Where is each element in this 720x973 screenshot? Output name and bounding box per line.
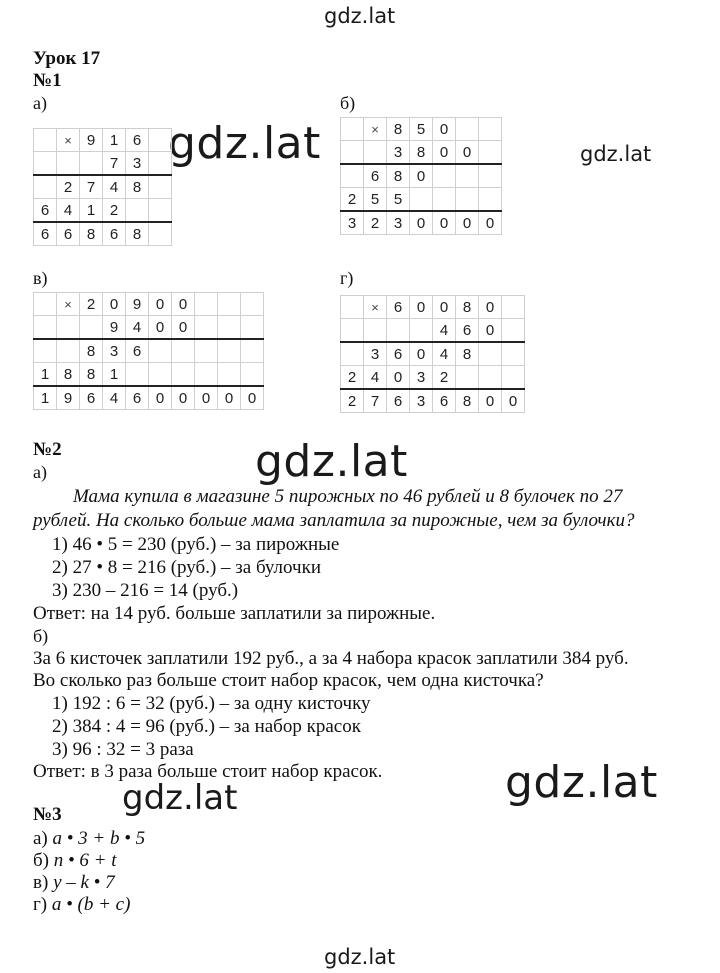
task2-a-step-2: 2) 27 • 8 = 216 (руб.) – за булочки (52, 557, 322, 578)
grid-cell (218, 339, 241, 363)
grid-cell: 4 (103, 386, 126, 410)
grid-row (34, 199, 172, 223)
grid-cell: 6 (126, 386, 149, 410)
grid-cell: 2 (103, 199, 126, 223)
multiplication-grid-table (340, 117, 502, 235)
grid-cell (34, 152, 57, 176)
grid-cell (341, 296, 364, 319)
grid-cell: 6 (387, 342, 410, 366)
grid-cell (456, 188, 479, 212)
grid-cell (34, 175, 57, 199)
watermark-large-3: gdz.lat (505, 757, 658, 808)
grid-cell (387, 319, 410, 343)
grid-row (34, 363, 264, 387)
grid-cell (479, 342, 502, 366)
task3-item-g-expr: a • (b + c) (51, 894, 131, 915)
task3-item-v-label: в) (33, 872, 54, 893)
grid-cell (149, 363, 172, 387)
grid-cell: 9 (57, 386, 80, 410)
grid-cell (149, 129, 172, 152)
multiply-sign: × (364, 118, 387, 141)
grid-cell: 8 (80, 363, 103, 387)
grid-cell (34, 339, 57, 363)
grid-cell: 3 (364, 342, 387, 366)
grid-cell (195, 363, 218, 387)
grid-cell: 8 (126, 175, 149, 199)
grid-row (341, 319, 525, 343)
grid-cell: 6 (126, 339, 149, 363)
grid-cell (433, 188, 456, 212)
grid-cell: 0 (241, 386, 264, 410)
grid-cell: 0 (410, 211, 433, 235)
grid-cell (241, 293, 264, 316)
task3-item-g-label: г) (33, 894, 52, 915)
grid-row (34, 129, 172, 152)
grid-cell: 2 (341, 188, 364, 212)
task2-a-step-3: 3) 230 – 216 = 14 (руб.) (52, 580, 239, 601)
grid-cell: 0 (479, 296, 502, 319)
grid-cell (149, 175, 172, 199)
multiplication-grid-table (33, 292, 264, 410)
grid-cell: 7 (364, 389, 387, 413)
grid-cell (218, 293, 241, 316)
task1-part-v-label: в) (33, 268, 48, 288)
grid-cell: 1 (34, 386, 57, 410)
task3-item-b-label: б) (33, 850, 54, 871)
grid-cell: 8 (126, 222, 149, 246)
grid-row (341, 188, 502, 212)
grid-cell (172, 363, 195, 387)
grid-cell: 5 (410, 118, 433, 141)
grid-cell (149, 152, 172, 176)
grid-cell: 8 (80, 339, 103, 363)
grid-cell (195, 293, 218, 316)
grid-cell (126, 199, 149, 223)
grid-g (340, 295, 525, 413)
multiply-sign: × (57, 129, 80, 152)
grid-cell (341, 342, 364, 366)
grid-cell (34, 316, 57, 340)
grid-cell: 3 (410, 366, 433, 390)
grid-cell: 1 (103, 129, 126, 152)
grid-cell: 0 (479, 211, 502, 235)
grid-cell: 0 (479, 389, 502, 413)
grid-cell (479, 164, 502, 188)
grid-row (34, 316, 264, 340)
grid-row (34, 339, 264, 363)
grid-cell: 6 (34, 199, 57, 223)
multiply-sign: × (364, 296, 387, 319)
watermark-large-1: gdz.lat (168, 118, 321, 169)
task2-part-a-label: а) (33, 462, 47, 482)
grid-cell: 4 (364, 366, 387, 390)
grid-cell (479, 118, 502, 141)
grid-cell (57, 339, 80, 363)
grid-cell (172, 339, 195, 363)
grid-cell (80, 316, 103, 340)
task2-b-problem-line1: За 6 кисточек заплатили 192 руб., а за 4 набора красок заплатили 384 руб. (33, 648, 629, 669)
grid-cell (433, 164, 456, 188)
grid-v (33, 292, 264, 410)
grid-cell (57, 316, 80, 340)
grid-cell: 0 (410, 164, 433, 188)
task2-a-step-1: 1) 46 • 5 = 230 (руб.) – за пирожные (52, 534, 340, 555)
grid-row (341, 164, 502, 188)
grid-cell (456, 118, 479, 141)
multiplication-grid-table (340, 295, 525, 413)
grid-cell (218, 363, 241, 387)
grid-cell: 0 (410, 296, 433, 319)
grid-row (341, 211, 502, 235)
grid-cell (502, 296, 525, 319)
grid-row (34, 175, 172, 199)
grid-cell: 9 (126, 293, 149, 316)
task3-item-b-expr: n • 6 + t (53, 850, 117, 871)
grid-cell (456, 366, 479, 390)
grid-cell (126, 363, 149, 387)
grid-cell (364, 141, 387, 165)
grid-cell: 0 (172, 386, 195, 410)
grid-cell: 3 (387, 211, 410, 235)
grid-row (34, 222, 172, 246)
multiplication-grid-table (33, 128, 172, 246)
grid-cell: 1 (103, 363, 126, 387)
grid-cell: 6 (387, 389, 410, 413)
grid-cell (341, 164, 364, 188)
grid-cell: 0 (172, 316, 195, 340)
grid-cell: 6 (126, 129, 149, 152)
watermark-large-2: gdz.lat (255, 436, 408, 487)
task3-item-a-expr: a • 3 + b • 5 (52, 828, 146, 849)
grid-cell: 4 (126, 316, 149, 340)
task2-heading: №2 (33, 439, 62, 460)
task3-heading: №3 (33, 804, 62, 825)
grid-cell: 3 (341, 211, 364, 235)
grid-cell: 3 (126, 152, 149, 176)
task2-b-problem-line2: Во сколько раз больше стоит набор красок, чем одна кисточка? (33, 670, 544, 691)
grid-cell (502, 366, 525, 390)
grid-cell: 3 (387, 141, 410, 165)
grid-cell: 0 (149, 293, 172, 316)
grid-cell: 6 (103, 222, 126, 246)
grid-cell (57, 152, 80, 176)
grid-cell: 0 (149, 316, 172, 340)
task2-b-step-3: 3) 96 : 32 = 3 раза (52, 739, 194, 760)
grid-cell (80, 152, 103, 176)
grid-cell: 0 (172, 293, 195, 316)
task3-item-v-expr: y – k • 7 (53, 872, 115, 893)
grid-cell: 0 (433, 141, 456, 165)
grid-cell: 6 (456, 319, 479, 343)
grid-row (341, 296, 525, 319)
task2-b-answer: Ответ: в 3 раза больше стоит набор красок. (33, 761, 383, 782)
grid-cell: 6 (57, 222, 80, 246)
grid-cell: 1 (80, 199, 103, 223)
grid-cell (479, 188, 502, 212)
grid-cell (410, 188, 433, 212)
grid-row (341, 389, 525, 413)
watermark-medium: gdz.lat (122, 778, 238, 818)
watermark-top: gdz.lat (324, 4, 396, 28)
grid-cell: 8 (456, 342, 479, 366)
grid-cell: 8 (57, 363, 80, 387)
grid-cell: 4 (433, 342, 456, 366)
grid-cell (149, 222, 172, 246)
task2-a-answer: Ответ: на 14 руб. больше заплатили за пирожные. (33, 603, 436, 624)
grid-cell (34, 293, 57, 316)
grid-cell: 0 (433, 296, 456, 319)
multiply-sign: × (57, 293, 80, 316)
grid-cell: 8 (387, 118, 410, 141)
task1-part-b-label: б) (340, 93, 356, 113)
grid-cell: 6 (433, 389, 456, 413)
task2-b-step-2: 2) 384 : 4 = 96 (руб.) – за набор красок (52, 716, 361, 737)
grid-cell: 5 (387, 188, 410, 212)
grid-cell: 8 (456, 389, 479, 413)
task1-heading: №1 (33, 70, 62, 91)
grid-cell: 9 (103, 316, 126, 340)
grid-cell (195, 339, 218, 363)
grid-cell (34, 129, 57, 152)
watermark-bottom: gdz.lat (324, 945, 396, 969)
grid-cell (456, 164, 479, 188)
grid-cell (364, 319, 387, 343)
grid-cell: 8 (410, 141, 433, 165)
grid-row (341, 366, 525, 390)
grid-cell: 0 (410, 342, 433, 366)
grid-cell: 7 (103, 152, 126, 176)
grid-cell: 8 (456, 296, 479, 319)
grid-cell (479, 141, 502, 165)
task3-item-b (33, 850, 117, 872)
grid-cell (502, 319, 525, 343)
task1-part-g-label: г) (340, 268, 354, 288)
grid-cell: 8 (80, 222, 103, 246)
grid-a (33, 128, 172, 246)
grid-cell: 0 (218, 386, 241, 410)
task3-item-a-label: а) (33, 828, 53, 849)
grid-cell: 1 (34, 363, 57, 387)
task3-item-v (33, 872, 115, 894)
grid-cell: 3 (103, 339, 126, 363)
grid-cell: 3 (410, 389, 433, 413)
grid-cell: 0 (195, 386, 218, 410)
lesson-title: Урок 17 (33, 48, 101, 69)
grid-row (341, 118, 502, 141)
task3-item-g (33, 894, 130, 916)
grid-cell (341, 319, 364, 343)
grid-cell: 4 (103, 175, 126, 199)
grid-cell: 0 (103, 293, 126, 316)
grid-cell: 0 (456, 211, 479, 235)
grid-b (340, 117, 502, 235)
grid-cell (479, 366, 502, 390)
task2-b-step-1: 1) 192 : 6 = 32 (руб.) – за одну кисточку (52, 693, 371, 714)
grid-cell (341, 141, 364, 165)
grid-cell (195, 316, 218, 340)
grid-row (34, 293, 264, 316)
grid-cell: 2 (364, 211, 387, 235)
grid-cell: 9 (80, 129, 103, 152)
grid-cell: 5 (364, 188, 387, 212)
grid-cell: 6 (34, 222, 57, 246)
grid-cell: 0 (433, 118, 456, 141)
grid-row (341, 342, 525, 366)
grid-cell: 0 (479, 319, 502, 343)
grid-cell: 0 (456, 141, 479, 165)
task3-item-a (33, 828, 145, 850)
task2-part-b-label: б) (33, 626, 49, 646)
grid-cell (149, 339, 172, 363)
grid-cell: 7 (80, 175, 103, 199)
grid-cell (149, 199, 172, 223)
grid-cell: 4 (57, 199, 80, 223)
grid-cell: 2 (341, 366, 364, 390)
grid-cell: 2 (80, 293, 103, 316)
task1-part-a-label: а) (33, 93, 47, 113)
grid-cell: 0 (149, 386, 172, 410)
grid-cell: 0 (502, 389, 525, 413)
grid-cell (241, 363, 264, 387)
task2-a-problem-line1: Мама купила в магазине 5 пирожных по 46 рублей и 8 булочек по 27 (73, 486, 623, 507)
grid-cell (241, 316, 264, 340)
grid-cell: 2 (341, 389, 364, 413)
watermark-right: gdz.lat (580, 142, 652, 166)
grid-cell: 6 (387, 296, 410, 319)
grid-row (34, 152, 172, 176)
grid-cell: 2 (433, 366, 456, 390)
grid-cell (502, 342, 525, 366)
grid-cell: 6 (80, 386, 103, 410)
grid-cell: 0 (433, 211, 456, 235)
grid-cell (218, 316, 241, 340)
grid-cell: 6 (364, 164, 387, 188)
grid-cell: 2 (57, 175, 80, 199)
grid-cell: 8 (387, 164, 410, 188)
grid-row (341, 141, 502, 165)
grid-cell (241, 339, 264, 363)
grid-cell (410, 319, 433, 343)
grid-cell: 0 (387, 366, 410, 390)
task2-a-problem-line2: рублей. На сколько больше мама заплатила за пирожные, чем за булочки? (33, 510, 635, 531)
grid-row (34, 386, 264, 410)
grid-cell: 4 (433, 319, 456, 343)
grid-cell (341, 118, 364, 141)
